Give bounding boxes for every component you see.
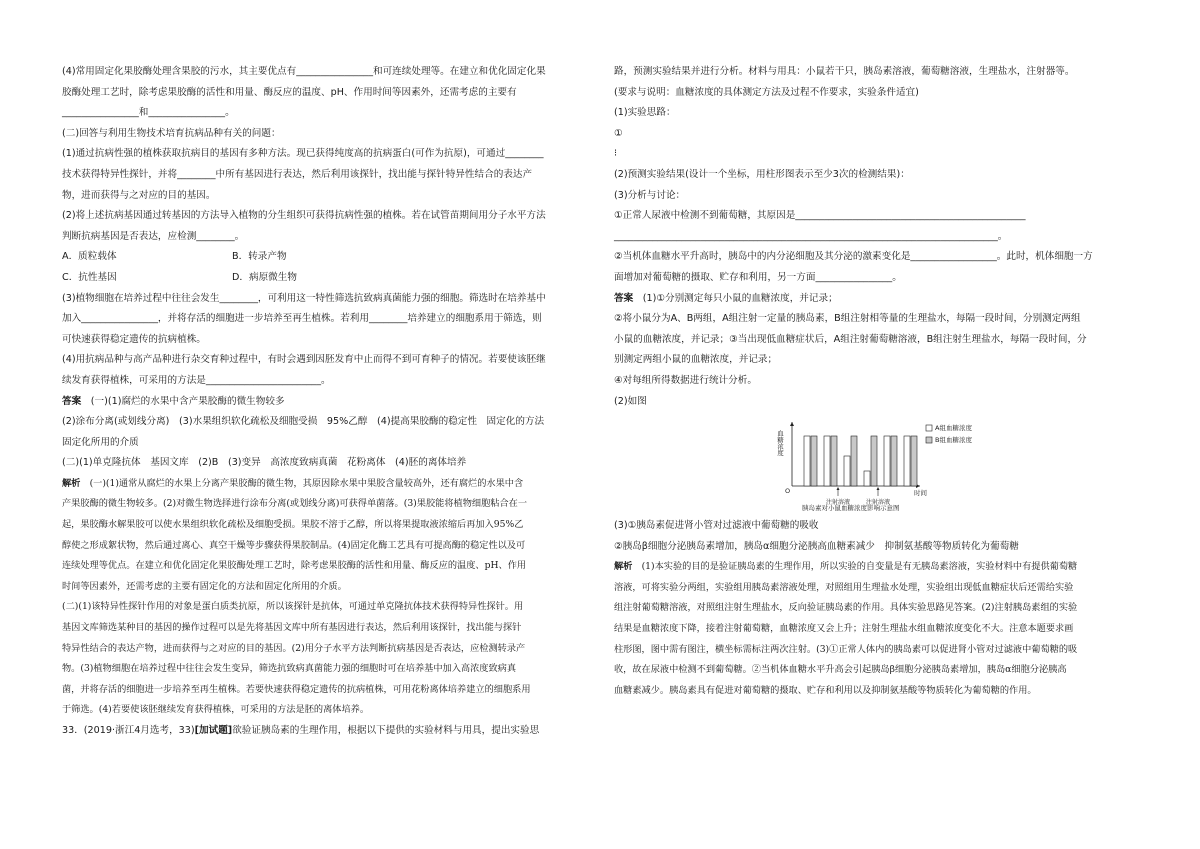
text-line: (3)分析与讨论： <box>614 189 686 201</box>
right-column <box>614 62 1152 701</box>
analysis-line <box>614 557 1152 578</box>
legend-swatch <box>926 437 932 443</box>
chart-bar <box>904 436 910 486</box>
text-line: 物，进而获得与之对应的目的基因。 <box>62 189 216 201</box>
analysis-line: 柱形图，图中需有图注，横坐标需标注两次注射。(3)①正常人体内的胰岛素可以促进肾小管对过滤液中葡萄糖的吸 <box>614 643 1078 655</box>
analysis-text: (一)(1)通常从腐烂的水果上分离产果胶酶的微生物，其原因除水果中果胶含量较高外，还有腐烂的水果中含 <box>89 477 524 489</box>
analysis-line: 物。(3)植物细胞在培养过程中往往会发生变异，筛选抗致病真菌能力强的细胞时可在培养基中加入高浓度致病真 <box>62 663 517 675</box>
analysis-line: 收，故在尿液中检测不到葡萄糖。②当机体血糖水平升高会引起胰岛β细胞分泌胰岛素增加，胰岛α细胞分泌胰高 <box>614 664 1067 676</box>
answer-label: 答案 <box>62 395 82 407</box>
analysis-label: 解析 <box>62 477 81 489</box>
option-row <box>62 247 594 268</box>
analysis-line: 于筛选。(4)若要使该胚继续发育获得植株，可采用的方法是胚的离体培养。 <box>62 704 370 716</box>
text-line: 加入________________，并将存活的细胞进一步培养至再生植株。若利用________培养建立的细胞系用于筛选，则 <box>62 313 542 325</box>
answer-line: (3)①胰岛素促进肾小管对过滤液中葡萄糖的吸收 <box>614 520 819 532</box>
text-line: (1)实验思路： <box>614 107 676 119</box>
analysis-label: 解析 <box>614 561 633 573</box>
text-line: (2)将上述抗病基因通过转基因的方法导入植物的分生组织可获得抗病性强的植株。若在试管苗期间用分子水平方法 <box>62 210 546 222</box>
legend-label: A组血糖浓度 <box>935 424 972 433</box>
analysis-line: 组注射葡萄糖溶液，对照组注射生理盐水，反向验证胰岛素的作用。具体实验思路见答案。(2)注射胰岛素组的实验 <box>614 602 1078 614</box>
option-c: C．抗性基因 <box>62 271 117 283</box>
chart-svg <box>762 414 1002 514</box>
text-line: (1)通过抗病性强的植株获取抗病目的基因有多种方法。现已获得纯度高的抗病蛋白(可作为抗原)，可通过________ <box>62 148 544 160</box>
option-b: B．转录产物 <box>232 251 287 263</box>
analysis-line: 醇使之形成絮状物，然后通过离心、真空干燥等步骤获得果胶制品。(4)固定化酶工艺具有可提高酶的稳定性以及可 <box>62 539 526 551</box>
analysis-line: 溶液，可将实验分两组，实验组用胰岛素溶液处理，对照组用生理盐水处理，实验组出现低血糖症状后还需给实验 <box>614 581 1074 593</box>
left-column <box>62 62 594 742</box>
answer-line: 固定化所用的介质 <box>62 436 139 448</box>
chart-bar <box>824 436 830 486</box>
analysis-line: 结果是血糖浓度下降，接着注射葡萄糖，血糖浓度又会上升；注射生理盐水组血糖浓度变化不大。注意本题要求画 <box>614 623 1074 635</box>
analysis-line: 菌，并将存活的细胞进一步培养至再生植株。若要快速获得稳定遗传的抗病植株，可用花粉离体培养建立的细胞系用 <box>62 683 531 695</box>
legend-swatch <box>926 425 932 431</box>
chart-bar <box>871 436 877 486</box>
y-axis-label: 血糖浓度 <box>776 430 784 457</box>
option-d: D．病原微生物 <box>232 271 297 283</box>
origin-label: O <box>785 487 791 496</box>
chart-bar <box>851 436 857 486</box>
option-row <box>62 268 594 289</box>
answer-line: 小鼠的血糖浓度，并记录；③当出现低血糖症状后，A组注射葡萄糖溶液，B组注射生理盐水，每隔一段时间，分 <box>614 333 1087 345</box>
text-line: 可快速获得稳定遗传的抗病植株。 <box>62 333 206 345</box>
text-line: ②当机体血糖水平升高时，胰岛中的内分泌细胞及其分泌的激素变化是__________________。此时，机体细胞一方 <box>614 251 1093 263</box>
text-line: 判断抗病基因是否表达，应检测________。 <box>62 230 245 242</box>
injection-label: 注射溶液 <box>866 499 891 507</box>
answer-line: ②胰岛β细胞分泌胰岛素增加，胰岛α细胞分泌胰高血糖素减少 抑制氨基酸等物质转化为葡萄糖 <box>614 540 1019 552</box>
chart-bar <box>831 436 837 486</box>
answer-line: ④对每组所得数据进行统计分析。 <box>614 374 757 386</box>
text-line: (4)常用固定化果胶酶处理含果胶的污水，其主要优点有________________和可连续处理等。在建立和优化固定化果 <box>62 66 546 77</box>
analysis-line: 时间等因素外，还需考虑的主要有固定化的方法和固定化所用的介质。 <box>62 580 347 592</box>
question-tag: [加试题] <box>194 725 233 736</box>
answer-line: ②将小鼠分为A、B两组，A组注射一定量的胰岛素，B组注射相等量的生理盐水，每隔一段时间，分别测定两组 <box>614 313 1081 325</box>
text-line: (4)用抗病品种与高产品种进行杂交育种过程中，有时会遇到因胚发育中止而得不到可育种子的情况。若要使该胚继 <box>62 354 546 366</box>
analysis-line: 产果胶酶的微生物较多。(2)对微生物选择进行涂布分离(或划线分离)可获得单菌落。(3)果胶能将植物细胞粘合在一 <box>62 498 528 510</box>
answer-text: (1)①分别测定每只小鼠的血糖浓度，并记录； <box>642 292 838 304</box>
text-line: 技术获得特异性探针，并将________中所有基因进行表达，然后利用该探针，找出能与探针特异性结合的表达产 <box>62 168 533 180</box>
x-axis-label: 时间 <box>914 489 927 498</box>
answer-line: (2)涂布分离(或划线分离) (3)水果组织软化疏松及细胞受损 95%乙醇 (4)提高果胶酶的稳定性 固定化的方法 <box>62 416 545 428</box>
analysis-line: 血糖素减少。胰岛素具有促进对葡萄糖的摄取、贮存和利用以及抑制氨基酸等物质转化为葡萄糖的作用。 <box>614 684 1037 696</box>
analysis-line: 特异性结合的表达产物，进而获得与之对应的目的基因。(2)用分子水平方法判断抗病基因是否表达，应检测转录产 <box>62 642 526 654</box>
text-line: 续发育获得植株，可采用的方法是________________________。 <box>62 374 331 386</box>
text-line: ________________________________________________________________________________。 <box>614 230 1008 242</box>
analysis-line: (二)(1)该特异性探针作用的对象是蛋白质类抗原，所以该探针是抗体，可通过单克隆抗体技术获得特异性探针。用 <box>62 601 524 613</box>
text-line: (2)预测实验结果(设计一个坐标，用柱形图表示至少3次的检测结果)： <box>614 168 910 180</box>
analysis-line: 基因文库筛选某种目的基因的操作过程可以是先将基因文库中所有基因进行表达，然后利用该探针，找出能与探针 <box>62 622 522 634</box>
injection-label: 注射溶液 <box>826 499 851 507</box>
text-line: (要求与说明：血糖浓度的具体测定方法及过程不作要求，实验条件适宜) <box>614 86 919 98</box>
answer-line <box>62 392 594 413</box>
chart-bar <box>911 436 917 486</box>
question-33 <box>62 721 594 742</box>
text-line: 面增加对葡萄糖的摄取、贮存和利用，另一方面________________。 <box>614 271 902 283</box>
question-text: 欲验证胰岛素的生理作用，根据以下提供的实验材料与用具，提出实验思 <box>232 725 540 736</box>
chart-bar <box>884 436 890 486</box>
text-line: ① <box>614 127 623 139</box>
question-source: 33．(2019·浙江4月选考，33) <box>62 725 195 736</box>
analysis-line: 连续处理等优点。在建立和优化固定化果胶酶处理工艺时，除考虑果胶酶的活性和用量、酶反应的温度、pH、作用 <box>62 560 527 572</box>
option-a: A．质粒载体 <box>62 251 117 263</box>
answer-line: (2)如图 <box>614 395 647 407</box>
text-line: 胶酶处理工艺时，除考虑果胶酶的活性和用量、酶反应的温度、pH、作用时间等因素外，还需考虑的主要有 <box>62 86 517 98</box>
chart-bar <box>811 436 817 486</box>
text-line: ________________和________________。 <box>62 107 235 119</box>
y-axis-arrow <box>790 422 794 426</box>
injection-arrowhead <box>877 487 880 490</box>
text-line: (3)植物细胞在培养过程中往往会发生________，可利用这一特性筛选抗致病真菌能力强的细胞。筛选时在培养基中 <box>62 292 546 304</box>
answer-line <box>614 289 1152 310</box>
chart-bar <box>804 436 810 486</box>
chart-bar <box>891 436 897 486</box>
answer-line: (二)(1)单克隆抗体 基因文库 (2)B (3)变异 高浓度致病真菌 花粉离体 (4)胚的离体培养 <box>62 457 467 469</box>
answer-text: (一)(1)腐烂的水果中含产果胶酶的微生物较多 <box>90 395 285 407</box>
text-line: ①正常人尿液中检测不到葡萄糖，其原因是________________________________________________ <box>614 210 1026 222</box>
analysis-line: 起，果胶酶水解果胶可以使水果组织软化疏松及细胞受损。果胶不溶于乙醇，所以将果提取液浓缩后再加入95%乙 <box>62 519 524 531</box>
chart-bar <box>864 471 870 486</box>
text-line: ⁝ <box>614 148 618 160</box>
text-line: (二)回答与利用生物技术培育抗病品种有关的问题： <box>62 127 281 139</box>
answer-line: 别测定两组小鼠的血糖浓度，并记录； <box>614 354 778 366</box>
text-line: 路，预测实验结果并进行分析。材料与用具：小鼠若干只，胰岛素溶液，葡萄糖溶液，生理盐水，注射器等。 <box>614 66 1075 77</box>
answer-label: 答案 <box>614 292 634 304</box>
chart-title: 胰岛素对小鼠血糖浓度影响示意图 <box>802 504 900 513</box>
analysis-line <box>62 474 594 495</box>
legend-label: B组血糖浓度 <box>935 436 972 445</box>
injection-arrowhead <box>837 487 840 490</box>
blood-glucose-chart <box>762 414 1002 514</box>
analysis-text: (1)本实验的目的是验证胰岛素的生理作用，所以实验的自变量是有无胰岛素溶液，实验材料中有提供葡萄糖 <box>641 561 1078 573</box>
chart-bar <box>844 456 850 486</box>
